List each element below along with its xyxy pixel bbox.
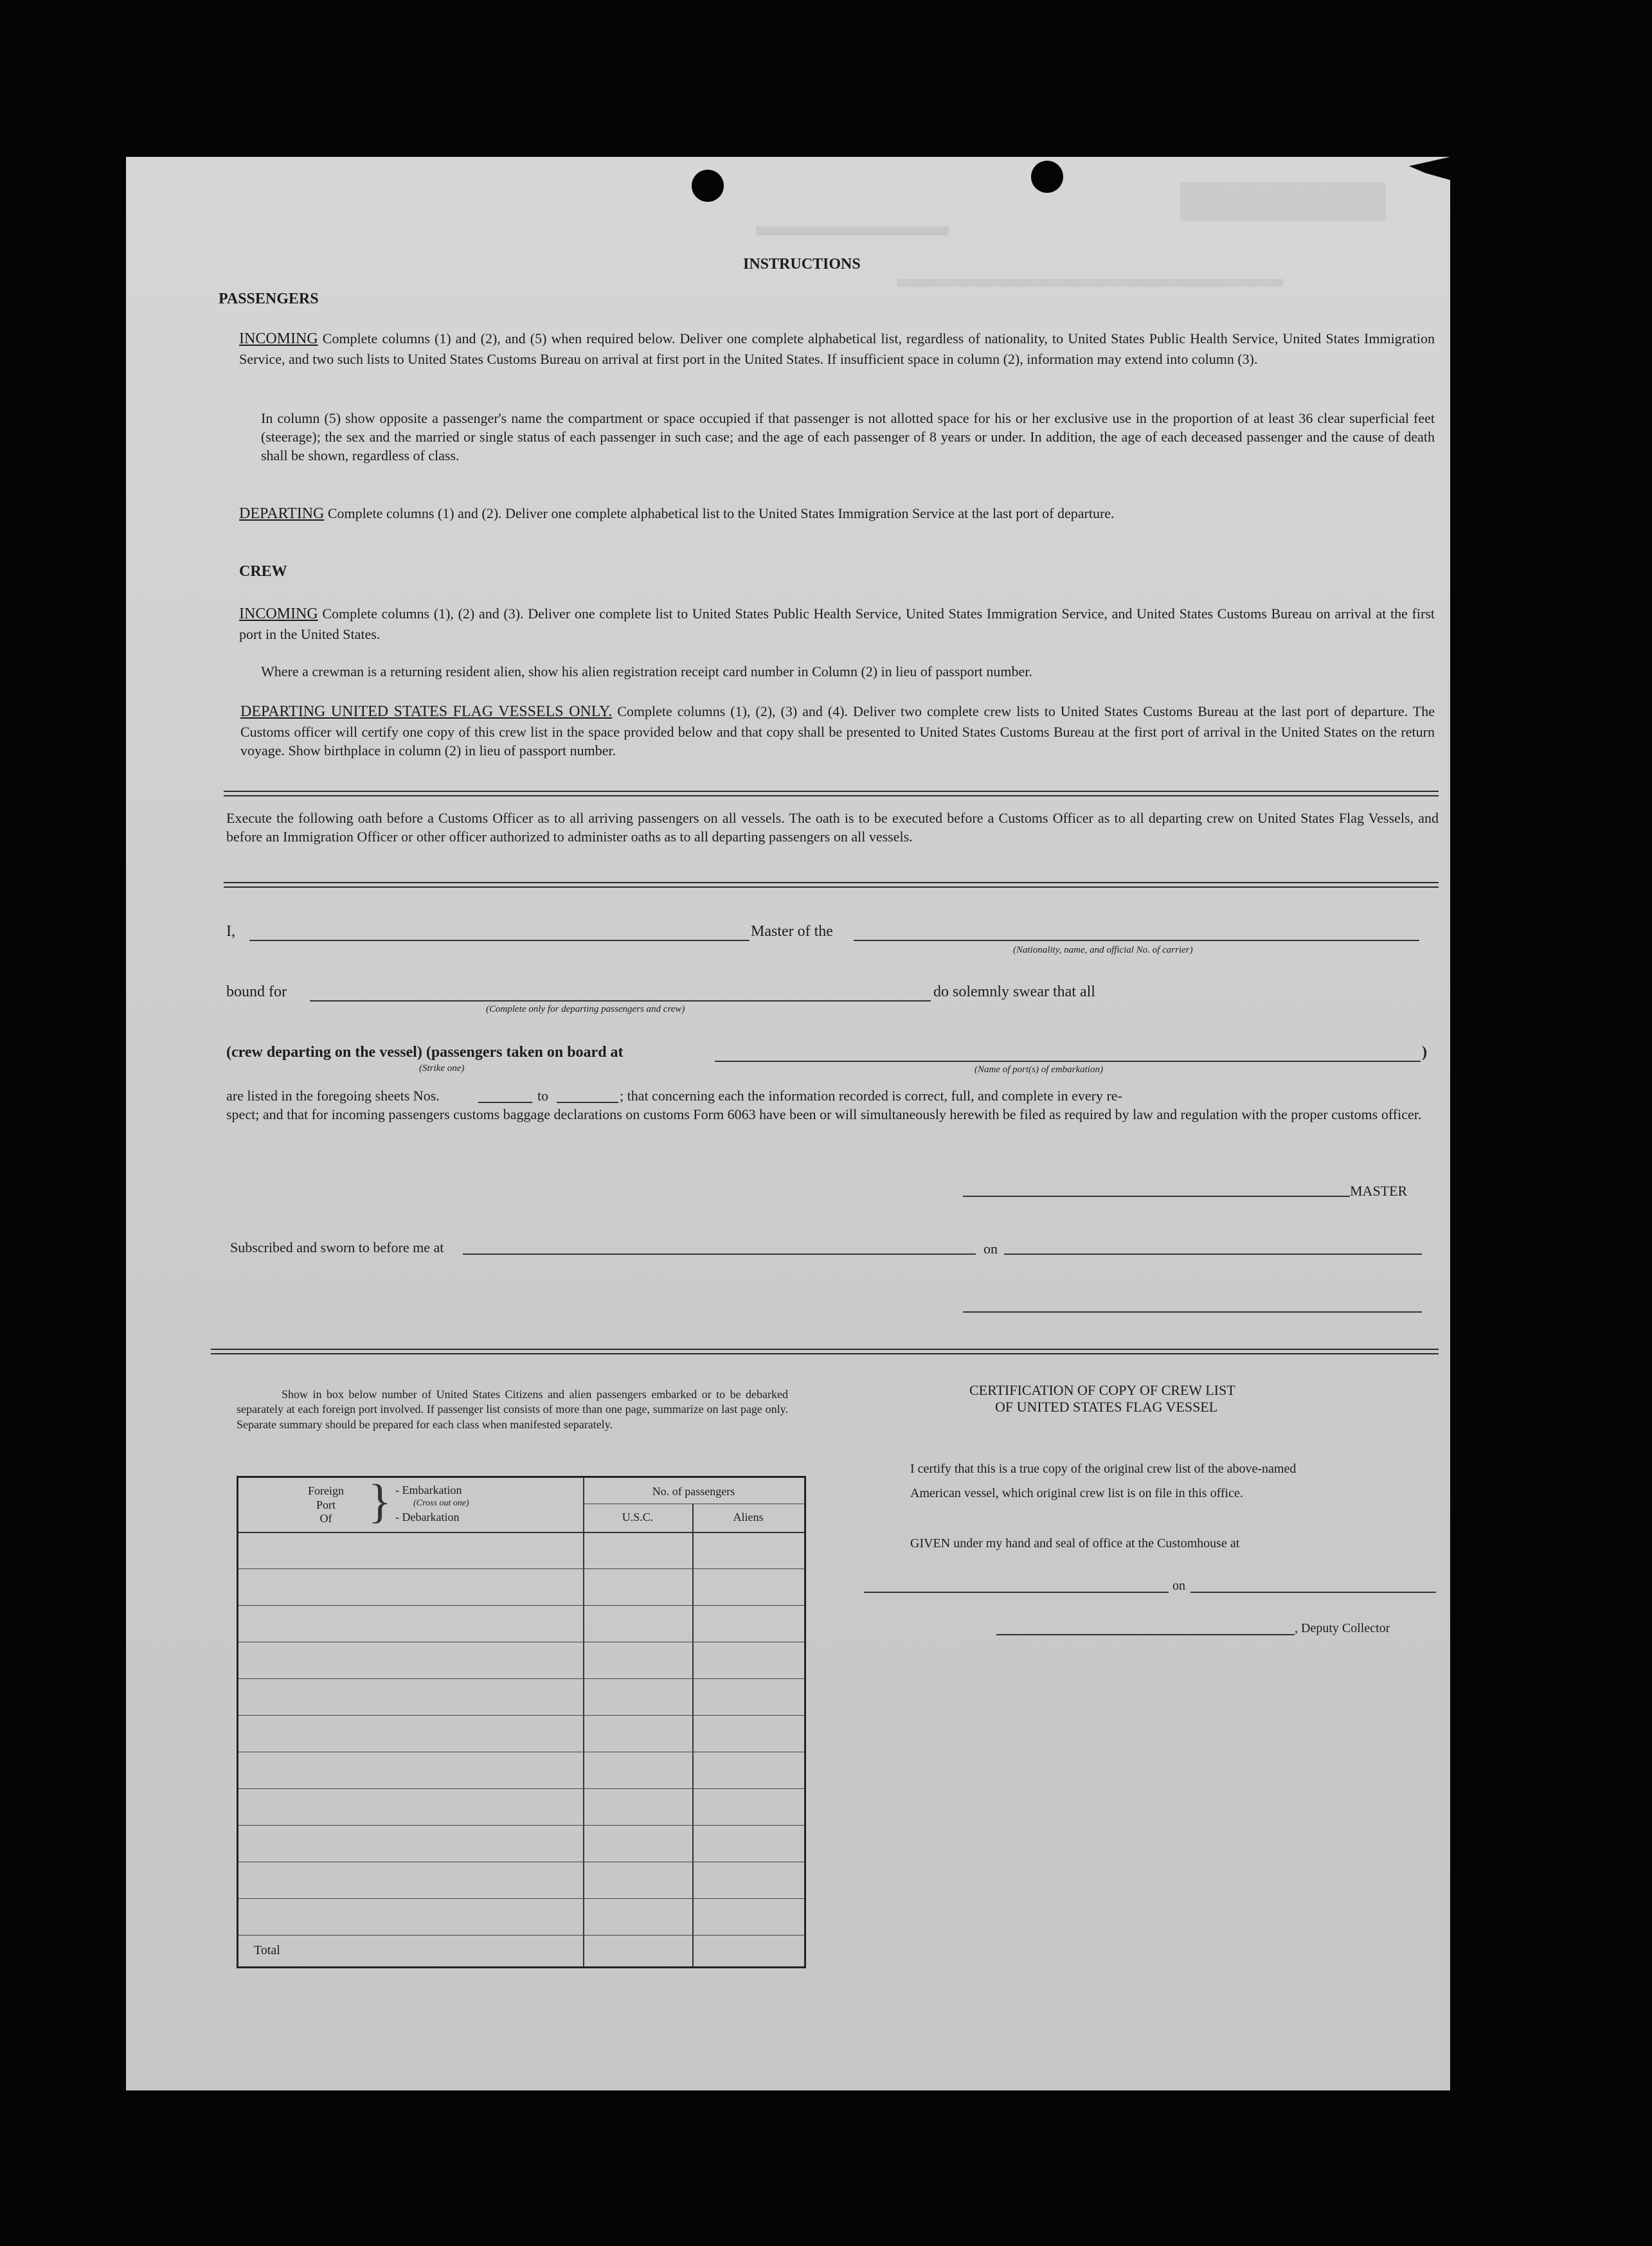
deputy-collector-signature-field[interactable] [996,1634,1295,1635]
table-row-line [238,1788,804,1789]
section-divider [211,1349,1439,1354]
certify-text-1: I certify that this is a true copy of the original crew list of the above-named [910,1462,1297,1476]
table-row-line [238,1605,804,1606]
table-row-line [238,1678,804,1679]
passengers-incoming-paragraph [239,329,1435,368]
complete-only-caption: (Complete only for departing passengers and crew) [486,1004,685,1014]
passengers-departing-label: DEPARTING [239,505,325,522]
passengers-departing-paragraph [239,504,1435,525]
table-row-line [238,1532,804,1533]
debarkation-label: - Debarkation [395,1511,460,1523]
passengers-departing-text: Complete columns (1) and (2). Deliver one complete alphabetical list to the United States Immigration Service at the last port of departure. [327,505,1115,521]
close-paren: ) [1422,1044,1427,1061]
cert-on-label: on [1172,1579,1185,1593]
punch-hole [1031,161,1063,193]
crew-departing-paragraph [240,702,1435,760]
subscribed-label: Subscribed and sworn to before me at [230,1239,444,1255]
crew-incoming-paragraph [239,604,1435,643]
passenger-summary-table [237,1476,806,1968]
certify-text-2: American vessel, which original crew list is on file in this office. [910,1486,1243,1500]
listed-text-to: to [537,1088,549,1104]
passengers-incoming-label: INCOMING [239,330,318,347]
brace-icon: } [368,1475,391,1528]
passengers-heading: PASSENGERS [219,291,319,307]
solemnly-swear-label: do solemnly swear that all [933,984,1095,1000]
sheet-from-field[interactable] [478,1102,532,1103]
bleed-through-mark [756,226,949,235]
embarkation-label: - Embarkation [395,1484,462,1496]
page-title: INSTRUCTIONS [743,256,861,273]
of-label: Of [319,1512,332,1525]
crew-departing-label: DEPARTING UNITED STATES FLAG VESSELS ONLY. [240,703,613,720]
section-divider [224,882,1439,888]
crew-departing-strike-label: (crew departing on the vessel) (passengers taken on board at [226,1044,624,1061]
sworn-on-label: on [983,1241,998,1257]
sheet-to-field[interactable] [557,1102,618,1103]
crew-heading: CREW [239,563,287,580]
carrier-field[interactable] [854,940,1419,941]
master-label: MASTER [1350,1183,1408,1199]
officer-signature-field[interactable] [963,1311,1422,1313]
punch-hole [692,170,724,202]
oath-i-label: I, [226,923,235,940]
document-page [126,157,1450,2090]
no-of-passengers-header: No. of passengers [652,1485,735,1498]
given-text: GIVEN under my hand and seal of office at the Customhouse at [910,1536,1240,1550]
master-signature-field[interactable] [963,1196,1350,1197]
master-of-label: Master of the [751,923,833,940]
table-row-line [238,1898,804,1899]
deputy-collector-label: , Deputy Collector [1295,1621,1390,1635]
listed-text-c: ; that concerning each the information recorded is correct, full, and complete in every re- [620,1088,1122,1104]
ports-caption: (Name of port(s) of embarkation) [974,1065,1103,1075]
aliens-header: Aliens [733,1511,764,1523]
port-embarkation-field[interactable] [715,1061,1421,1062]
table-row-line [238,1568,804,1569]
torn-corner [1409,157,1450,180]
table-column-divider [583,1478,584,1966]
table-row-line [238,1935,804,1936]
crew-resident-paragraph: Where a crewman is a returning resident alien, show his alien registration receipt card number in Column (2) in lieu of passport number. [261,663,1032,679]
crew-departing-text: Complete columns (1), (2), (3) and (4). Deliver two complete crew lists to United States Customs Bureau at the last port of departure. The Customs officer will certify one copy of this crew list in the space provided below and that copy shall be presented to United States Customs Bureau at the first port of arrival in the United States on the return voyage. Show birthplace in column (2) in lieu of passport number. [240,703,1435,759]
listed-text-a: are listed in the foregoing sheets Nos. [226,1088,440,1104]
summary-instructions: Show in box below number of United States Citizens and alien passengers embarked or to be debarked separately at each foreign port involved. If passenger list consists of more than one page, summarize on last page only. Separate summary should be prepared for each class when manifested separately. [237,1388,788,1431]
customhouse-field[interactable] [864,1592,1169,1593]
strike-one-caption: (Strike one) [419,1063,465,1074]
bound-for-label: bound for [226,984,287,1000]
bleed-through-mark [1180,183,1386,221]
destination-field[interactable] [310,1000,931,1002]
certification-title-1: CERTIFICATION OF COPY OF CREW LIST [969,1382,1235,1398]
total-row-label: Total [254,1943,280,1957]
port-label: Port [316,1498,336,1511]
section-divider [224,791,1439,796]
master-name-field[interactable] [249,940,750,941]
listed-text-rest: spect; and that for incoming passengers customs baggage declarations on customs Form 6063 have been or will simultaneously herewith be filed as required by law and regulation with the proper customs officer. [226,1106,1422,1122]
foreign-label: Foreign [308,1484,344,1497]
table-row-line [238,1825,804,1826]
certification-title-2: OF UNITED STATES FLAG VESSEL [995,1399,1218,1415]
table-row-line [238,1715,804,1716]
bleed-through-mark [897,279,1283,287]
sworn-place-field[interactable] [463,1253,976,1255]
oath-intro: Execute the following oath before a Customs Officer as to all arriving passengers on all vessels. The oath is to be executed before a Customs Officer as to all departing crew on United States Flag Vessels, and before an Immigration Officer or other officer authorized to administer oaths as to all departing passengers on all vessels. [226,810,1439,845]
passengers-incoming-text: Complete columns (1) and (2), and (5) when required below. Deliver one complete alphabetical list, regardless of nationality, to United States Public Health Service, United States Immigration Service, and two such lists to United States Customs Bureau on arrival at first port in the United States. If insufficient space in column (2), information may extend into column (3). [239,330,1435,367]
usc-header: U.S.C. [622,1511,654,1523]
cross-out-caption: (Cross out one) [413,1498,469,1508]
foreign-port-of-label [308,1484,344,1526]
crew-incoming-label: INCOMING [239,606,318,622]
passengers-column5-paragraph: In column (5) show opposite a passenger's name the compartment or space occupied if that passenger is not allotted space for his or her exclusive use in the proportion of at least 36 clear superficial feet (steerage); the sex and the married or single status of each passenger in such case; and the age of each passenger of 8 years or under. In addition, the age of each deceased passenger and the cause of death shall be shown, regardless of class. [261,410,1435,464]
cert-date-field[interactable] [1190,1592,1436,1593]
table-column-divider [692,1504,694,1966]
crew-incoming-text: Complete columns (1), (2) and (3). Deliver one complete list to United States Public Health Service, United States Immigration Service, and United States Customs Bureau on arrival at the first port in the United States. [239,606,1435,642]
sworn-date-field[interactable] [1004,1253,1422,1255]
carrier-caption: (Nationality, name, and official No. of carrier) [1013,945,1193,955]
